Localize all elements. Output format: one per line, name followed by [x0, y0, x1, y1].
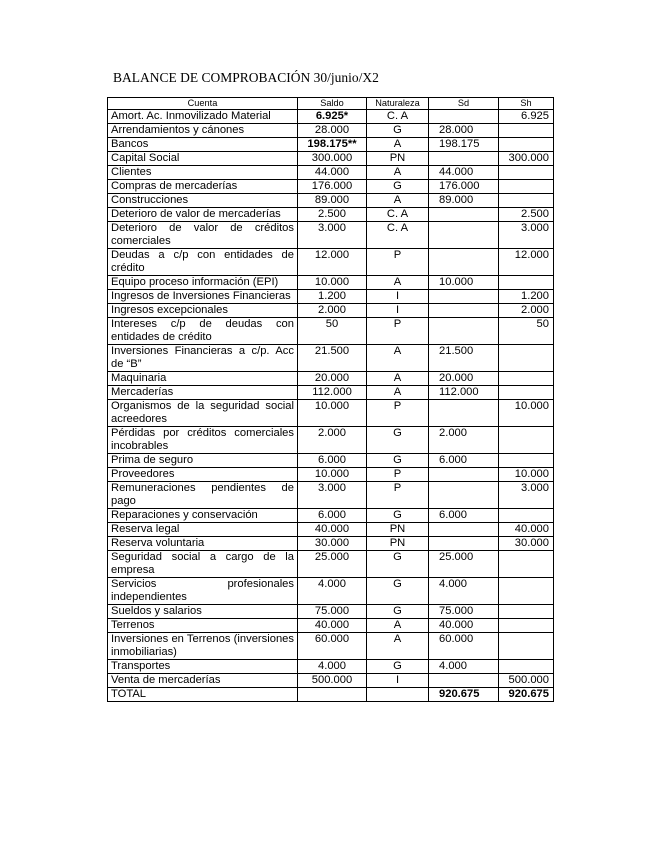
- cell-cuenta: Ingresos excepcionales: [108, 304, 298, 318]
- cell-sh: 30.000: [499, 537, 554, 551]
- cell-naturaleza: A: [367, 345, 429, 372]
- cell-sh: 10.000: [499, 400, 554, 427]
- cell-sd: 44.000: [429, 166, 499, 180]
- cell-sh: 40.000: [499, 523, 554, 537]
- cell-naturaleza: A: [367, 194, 429, 208]
- table-row: [108, 674, 554, 688]
- cell-cuenta: Maquinaria: [108, 372, 298, 386]
- table-row: [108, 180, 554, 194]
- cell-naturaleza: A: [367, 633, 429, 660]
- cell-cuenta: Clientes: [108, 166, 298, 180]
- cell-sd: [429, 152, 499, 166]
- cell-saldo: 2.000: [298, 427, 367, 454]
- cell-sh: [499, 194, 554, 208]
- cell-cuenta: Bancos: [108, 138, 298, 152]
- cell-cuenta: Arrendamientos y cánones: [108, 124, 298, 138]
- cell-sh: 2.000: [499, 304, 554, 318]
- table-row: [108, 578, 554, 605]
- cell-cuenta: Deterioro de valor de mercaderías: [108, 208, 298, 222]
- table-row: [108, 152, 554, 166]
- balance-table: [107, 97, 554, 702]
- cell-sh: 2.500: [499, 208, 554, 222]
- cell-sd: 40.000: [429, 619, 499, 633]
- total-saldo: [298, 688, 367, 702]
- cell-cuenta: Venta de mercaderías: [108, 674, 298, 688]
- cell-sd: [429, 249, 499, 276]
- cell-cuenta: Construcciones: [108, 194, 298, 208]
- cell-cuenta: Seguridad social a cargo de la empresa: [108, 551, 298, 578]
- table-row: [108, 276, 554, 290]
- header-sd: Sd: [429, 98, 499, 110]
- cell-saldo: 3.000: [298, 482, 367, 509]
- table-row: [108, 619, 554, 633]
- table-body: [108, 110, 554, 688]
- cell-sd: 75.000: [429, 605, 499, 619]
- table-row: [108, 400, 554, 427]
- cell-naturaleza: G: [367, 660, 429, 674]
- cell-sh: [499, 633, 554, 660]
- cell-naturaleza: P: [367, 249, 429, 276]
- cell-saldo: 500.000: [298, 674, 367, 688]
- total-naturaleza: [367, 688, 429, 702]
- cell-naturaleza: PN: [367, 537, 429, 551]
- cell-cuenta: Pérdidas por créditos comerciales incobrables: [108, 427, 298, 454]
- cell-sh: [499, 345, 554, 372]
- table-row: [108, 605, 554, 619]
- cell-sd: 60.000: [429, 633, 499, 660]
- cell-saldo: 6.000: [298, 509, 367, 523]
- cell-sd: [429, 110, 499, 124]
- cell-cuenta: Compras de mercaderías: [108, 180, 298, 194]
- cell-sd: 4.000: [429, 578, 499, 605]
- cell-saldo: 2.000: [298, 304, 367, 318]
- cell-saldo: 21.500: [298, 345, 367, 372]
- cell-sh: [499, 578, 554, 605]
- cell-saldo: 75.000: [298, 605, 367, 619]
- cell-sh: [499, 454, 554, 468]
- cell-cuenta: Transportes: [108, 660, 298, 674]
- cell-saldo: 4.000: [298, 660, 367, 674]
- cell-cuenta: Inversiones Financieras a c/p. Acc de “B”: [108, 345, 298, 372]
- cell-naturaleza: C. A: [367, 222, 429, 249]
- cell-naturaleza: PN: [367, 523, 429, 537]
- cell-saldo: 89.000: [298, 194, 367, 208]
- cell-cuenta: Reserva legal: [108, 523, 298, 537]
- cell-sh: [499, 605, 554, 619]
- cell-naturaleza: A: [367, 276, 429, 290]
- total-sh: 920.675: [499, 688, 554, 702]
- cell-cuenta: Servicios profesionales independientes: [108, 578, 298, 605]
- table-row: [108, 386, 554, 400]
- cell-sd: [429, 304, 499, 318]
- cell-cuenta: Intereses c/p de deudas con entidades de crédito: [108, 318, 298, 345]
- cell-naturaleza: G: [367, 578, 429, 605]
- cell-sd: [429, 468, 499, 482]
- cell-sd: 20.000: [429, 372, 499, 386]
- cell-sd: [429, 674, 499, 688]
- cell-saldo: 50: [298, 318, 367, 345]
- cell-saldo: 60.000: [298, 633, 367, 660]
- cell-cuenta: Reparaciones y conservación: [108, 509, 298, 523]
- cell-naturaleza: P: [367, 482, 429, 509]
- cell-sh: 12.000: [499, 249, 554, 276]
- table-row: [108, 551, 554, 578]
- cell-sh: [499, 124, 554, 138]
- cell-saldo: 10.000: [298, 468, 367, 482]
- table-row: [108, 372, 554, 386]
- table-row: [108, 166, 554, 180]
- cell-naturaleza: A: [367, 386, 429, 400]
- cell-naturaleza: C. A: [367, 208, 429, 222]
- cell-naturaleza: P: [367, 318, 429, 345]
- cell-sh: 6.925: [499, 110, 554, 124]
- cell-cuenta: Prima de seguro: [108, 454, 298, 468]
- cell-sd: [429, 222, 499, 249]
- cell-saldo: 176.000: [298, 180, 367, 194]
- cell-cuenta: Mercaderías: [108, 386, 298, 400]
- table-row: [108, 454, 554, 468]
- table-row: [108, 523, 554, 537]
- cell-cuenta: Deterioro de valor de créditos comerciales: [108, 222, 298, 249]
- cell-cuenta: Organismos de la seguridad social acreedores: [108, 400, 298, 427]
- cell-sd: [429, 290, 499, 304]
- table-row: [108, 124, 554, 138]
- header-cuenta: Cuenta: [108, 98, 298, 110]
- cell-cuenta: Proveedores: [108, 468, 298, 482]
- table-row: [108, 633, 554, 660]
- cell-sd: 198.175: [429, 138, 499, 152]
- cell-sd: 176.000: [429, 180, 499, 194]
- cell-sh: 3.000: [499, 482, 554, 509]
- table-row: [108, 249, 554, 276]
- cell-sh: [499, 372, 554, 386]
- cell-naturaleza: G: [367, 509, 429, 523]
- cell-naturaleza: G: [367, 180, 429, 194]
- cell-cuenta: Equipo proceso información (EPI): [108, 276, 298, 290]
- cell-saldo: 2.500: [298, 208, 367, 222]
- cell-saldo: 6.925*: [298, 110, 367, 124]
- table-row: [108, 482, 554, 509]
- cell-sh: 300.000: [499, 152, 554, 166]
- cell-sd: [429, 400, 499, 427]
- cell-saldo: 44.000: [298, 166, 367, 180]
- table-header-row: [108, 98, 554, 110]
- cell-sh: 500.000: [499, 674, 554, 688]
- total-sd: 920.675: [429, 688, 499, 702]
- cell-sh: [499, 386, 554, 400]
- cell-sd: 2.000: [429, 427, 499, 454]
- cell-sh: 50: [499, 318, 554, 345]
- cell-cuenta: Ingresos de Inversiones Financieras: [108, 290, 298, 304]
- cell-sh: 1.200: [499, 290, 554, 304]
- table-row: [108, 660, 554, 674]
- table-row: [108, 318, 554, 345]
- cell-sh: 10.000: [499, 468, 554, 482]
- cell-sd: [429, 208, 499, 222]
- table-row: [108, 110, 554, 124]
- cell-naturaleza: A: [367, 166, 429, 180]
- cell-saldo: 40.000: [298, 523, 367, 537]
- cell-sd: [429, 523, 499, 537]
- cell-sh: [499, 509, 554, 523]
- cell-sd: [429, 482, 499, 509]
- cell-naturaleza: P: [367, 468, 429, 482]
- cell-saldo: 30.000: [298, 537, 367, 551]
- cell-sd: [429, 318, 499, 345]
- cell-cuenta: Capital Social: [108, 152, 298, 166]
- table-row: [108, 138, 554, 152]
- cell-sh: [499, 427, 554, 454]
- cell-saldo: 28.000: [298, 124, 367, 138]
- header-sh: Sh: [499, 98, 554, 110]
- cell-naturaleza: A: [367, 138, 429, 152]
- cell-saldo: 112.000: [298, 386, 367, 400]
- cell-naturaleza: G: [367, 454, 429, 468]
- header-naturaleza: Naturaleza: [367, 98, 429, 110]
- cell-naturaleza: A: [367, 619, 429, 633]
- cell-saldo: 10.000: [298, 276, 367, 290]
- cell-naturaleza: I: [367, 304, 429, 318]
- table-row: [108, 468, 554, 482]
- cell-cuenta: Inversiones en Terrenos (inversiones inmobiliarias): [108, 633, 298, 660]
- cell-saldo: 6.000: [298, 454, 367, 468]
- cell-naturaleza: C. A: [367, 110, 429, 124]
- cell-sd: 112.000: [429, 386, 499, 400]
- cell-naturaleza: G: [367, 124, 429, 138]
- cell-sh: [499, 619, 554, 633]
- cell-sh: [499, 166, 554, 180]
- cell-sh: [499, 660, 554, 674]
- cell-sd: 4.000: [429, 660, 499, 674]
- total-row: [108, 688, 554, 702]
- cell-saldo: 25.000: [298, 551, 367, 578]
- cell-cuenta: Remuneraciones pendientes de pago: [108, 482, 298, 509]
- cell-cuenta: Amort. Ac. Inmovilizado Material: [108, 110, 298, 124]
- cell-cuenta: Reserva voluntaria: [108, 537, 298, 551]
- cell-sh: 3.000: [499, 222, 554, 249]
- cell-naturaleza: A: [367, 372, 429, 386]
- cell-sd: 10.000: [429, 276, 499, 290]
- table-row: [108, 304, 554, 318]
- cell-saldo: 3.000: [298, 222, 367, 249]
- cell-sd: [429, 537, 499, 551]
- cell-saldo: 12.000: [298, 249, 367, 276]
- cell-sd: 6.000: [429, 509, 499, 523]
- cell-naturaleza: G: [367, 551, 429, 578]
- cell-saldo: 20.000: [298, 372, 367, 386]
- cell-sd: 28.000: [429, 124, 499, 138]
- cell-cuenta: Terrenos: [108, 619, 298, 633]
- cell-sh: [499, 276, 554, 290]
- cell-sd: 25.000: [429, 551, 499, 578]
- cell-saldo: 40.000: [298, 619, 367, 633]
- cell-saldo: 300.000: [298, 152, 367, 166]
- header-saldo: Saldo: [298, 98, 367, 110]
- cell-sd: 6.000: [429, 454, 499, 468]
- cell-sh: [499, 551, 554, 578]
- cell-sh: [499, 138, 554, 152]
- cell-naturaleza: G: [367, 605, 429, 619]
- total-label: TOTAL: [108, 688, 298, 702]
- cell-naturaleza: I: [367, 290, 429, 304]
- cell-naturaleza: I: [367, 674, 429, 688]
- table-row: [108, 222, 554, 249]
- table-row: [108, 290, 554, 304]
- cell-sd: 89.000: [429, 194, 499, 208]
- cell-naturaleza: PN: [367, 152, 429, 166]
- cell-saldo: 10.000: [298, 400, 367, 427]
- cell-saldo: 198.175**: [298, 138, 367, 152]
- table-row: [108, 208, 554, 222]
- table-row: [108, 537, 554, 551]
- page-title: BALANCE DE COMPROBACIÓN 30/junio/X2: [113, 70, 379, 85]
- cell-saldo: 1.200: [298, 290, 367, 304]
- cell-sh: [499, 180, 554, 194]
- table-row: [108, 345, 554, 372]
- cell-naturaleza: G: [367, 427, 429, 454]
- cell-cuenta: Deudas a c/p con entidades de crédito: [108, 249, 298, 276]
- table-row: [108, 194, 554, 208]
- cell-naturaleza: P: [367, 400, 429, 427]
- cell-sd: 21.500: [429, 345, 499, 372]
- table-row: [108, 427, 554, 454]
- cell-cuenta: Sueldos y salarios: [108, 605, 298, 619]
- table-row: [108, 509, 554, 523]
- cell-saldo: 4.000: [298, 578, 367, 605]
